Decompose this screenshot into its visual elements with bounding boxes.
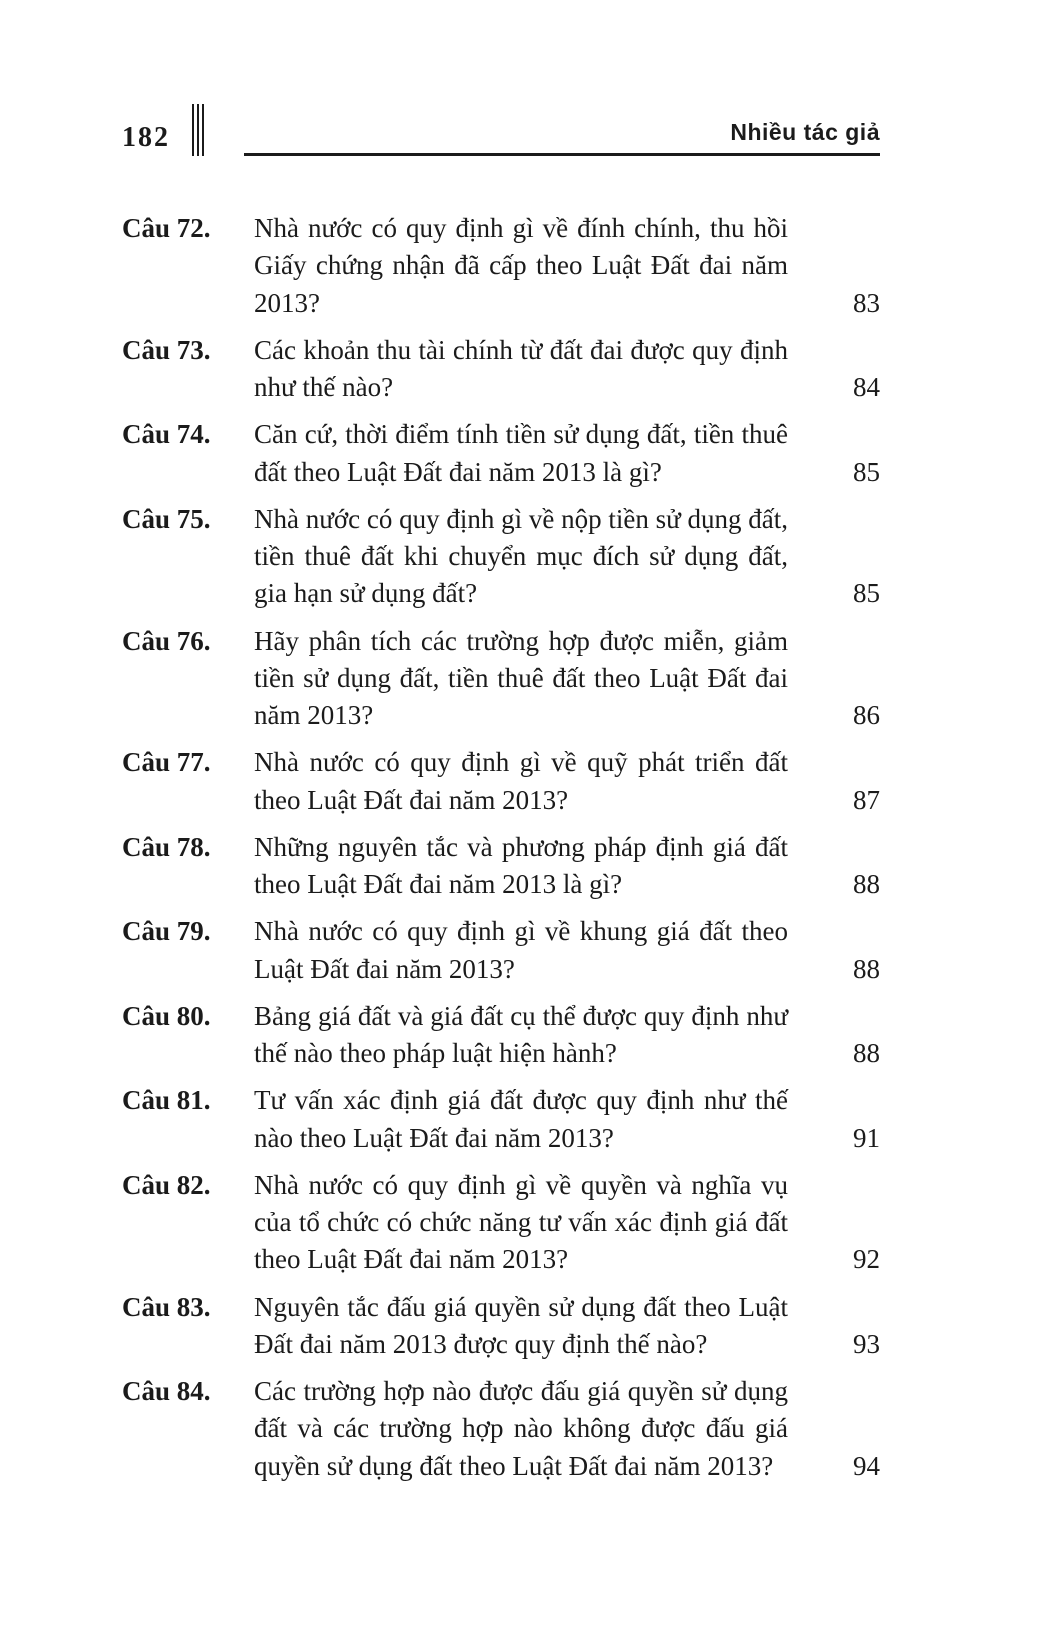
entry-label: Câu 74.	[122, 419, 211, 450]
toc-entry	[122, 829, 880, 904]
entry-text: Nhà nước có quy định gì về nộp tiền sử dụng đất, tiền thuê đất khi chuyển mục đích sử dụng đất, gia hạn sử dụng đất?	[254, 503, 788, 609]
toc-entry	[122, 998, 880, 1073]
entry-text: Nguyên tắc đấu giá quyền sử dụng đất theo Luật Đất đai năm 2013 được quy định thế nào?	[254, 1291, 788, 1359]
entry-page-number: 92	[853, 1244, 880, 1275]
entry-text: Nhà nước có quy định gì về khung giá đất theo Luật Đất đai năm 2013?	[254, 916, 788, 984]
entry-text: Tư vấn xác định giá đất được quy định như thế nào theo Luật Đất đai năm 2013?	[254, 1085, 788, 1153]
toc-entry	[122, 416, 880, 491]
entry-page-number: 91	[853, 1122, 880, 1153]
entry-text: Nhà nước có quy định gì về quỹ phát triển đất theo Luật Đất đai năm 2013?	[254, 747, 788, 815]
toc-entry	[122, 744, 880, 819]
toc-entry	[122, 332, 880, 407]
toc-entry	[122, 1289, 880, 1364]
entry-text: Những nguyên tắc và phương pháp định giá đất theo Luật Đất đai năm 2013 là gì?	[254, 831, 788, 899]
page-header	[122, 104, 880, 156]
header-author: Nhiều tác giả	[730, 119, 880, 145]
entry-label: Câu 84.	[122, 1376, 211, 1406]
entry-label: Câu 78.	[122, 831, 211, 862]
entry-label: Câu 72.	[122, 213, 211, 243]
entry-page-number: 84	[853, 372, 880, 402]
entry-label: Câu 81.	[122, 1085, 211, 1116]
entry-page-number: 93	[853, 1328, 880, 1359]
table-of-contents	[122, 210, 880, 1485]
entry-label: Câu 75.	[122, 503, 211, 534]
entry-text: Căn cứ, thời điểm tính tiền sử dụng đất, tiền thuê đất theo Luật Đất đai năm 2013 là gì?	[254, 419, 788, 487]
entry-page-number: 83	[853, 287, 880, 318]
entry-text: Nhà nước có quy định gì về quyền và nghĩa vụ của tổ chức có chức năng tư vấn xác định giá đất theo Luật Đất đai năm 2013?	[254, 1169, 788, 1275]
entry-page-number: 87	[853, 784, 880, 815]
entry-page-number: 86	[853, 700, 880, 730]
entry-text: Bảng giá đất và giá đất cụ thể được quy định như thế nào theo pháp luật hiện hành?	[254, 1000, 788, 1068]
entry-label: Câu 80.	[122, 1000, 211, 1031]
entry-text: Hãy phân tích các trường hợp được miễn, giảm tiền sử dụng đất, tiền thuê đất theo Luật Đất đai năm 2013?	[254, 625, 788, 730]
entry-page-number: 88	[853, 869, 880, 899]
entry-label: Câu 73.	[122, 334, 211, 365]
toc-entry	[122, 623, 880, 735]
toc-entry	[122, 1373, 880, 1485]
entry-label: Câu 82.	[122, 1169, 211, 1200]
entry-text: Nhà nước có quy định gì về đính chính, thu hồi Giấy chứng nhận đã cấp theo Luật Đất đai năm 2013?	[254, 213, 788, 318]
toc-entry	[122, 210, 880, 322]
entry-page-number: 94	[853, 1450, 880, 1481]
toc-entry	[122, 1167, 880, 1279]
entry-text: Các khoản thu tài chính từ đất đai được quy định như thế nào?	[254, 334, 788, 402]
header-rule	[244, 119, 880, 156]
toc-entry	[122, 1082, 880, 1157]
toc-entry	[122, 913, 880, 988]
entry-label: Câu 83.	[122, 1291, 211, 1322]
entry-label: Câu 76.	[122, 625, 211, 656]
entry-page-number: 85	[853, 578, 880, 609]
entry-label: Câu 79.	[122, 916, 211, 947]
decorative-bars	[192, 104, 206, 156]
entry-page-number: 88	[853, 1038, 880, 1068]
entry-text: Các trường hợp nào được đấu giá quyền sử dụng đất và các trường hợp nào không được đấu giá quyền sử dụng đất theo Luật Đất đai năm 2013?	[254, 1376, 788, 1481]
entry-label: Câu 77.	[122, 747, 211, 778]
page-number: 182	[122, 122, 170, 153]
toc-entry	[122, 501, 880, 613]
entry-page-number: 85	[853, 456, 880, 487]
entry-page-number: 88	[853, 953, 880, 984]
